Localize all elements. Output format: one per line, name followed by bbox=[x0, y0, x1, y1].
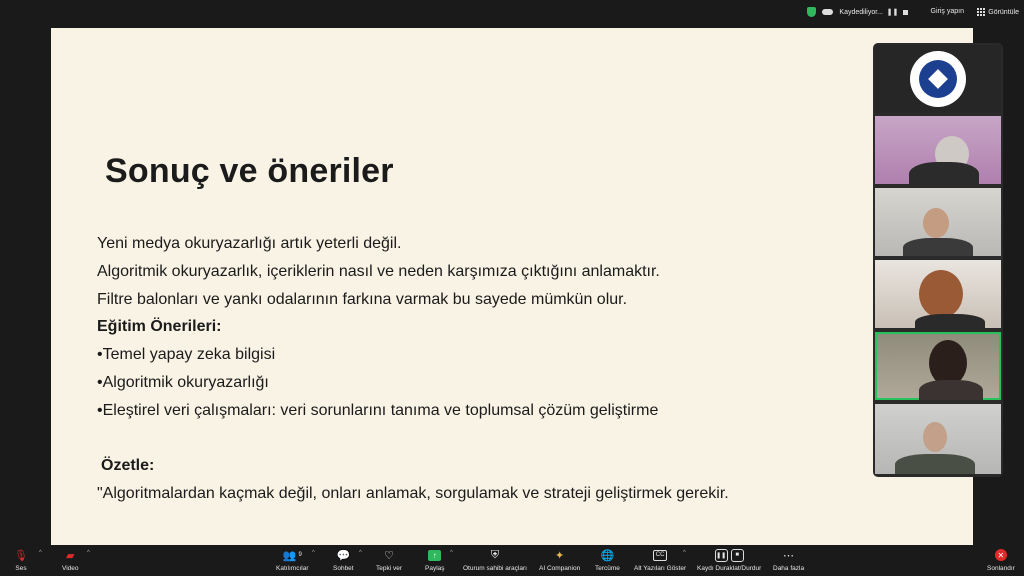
end-label: Sonlandır bbox=[987, 565, 1015, 572]
ai-companion-label: AI Companion bbox=[539, 565, 581, 572]
participant-tile-active[interactable] bbox=[875, 332, 1001, 400]
participant-head bbox=[919, 270, 963, 318]
share-label: Paylaş bbox=[425, 565, 445, 572]
participant-body bbox=[903, 238, 973, 256]
share-chevron-icon[interactable]: ^ bbox=[450, 550, 453, 556]
participant-tile[interactable] bbox=[875, 260, 1001, 328]
participant-body bbox=[915, 314, 985, 328]
captions-button[interactable] bbox=[634, 547, 686, 572]
slide-title: Sonuç ve öneriler bbox=[105, 152, 394, 190]
share-arrow-icon: ↑ bbox=[428, 550, 441, 561]
host-tools-label: Oturum sahibi araçları bbox=[463, 565, 527, 572]
stop-icon[interactable] bbox=[902, 9, 909, 16]
audio-label: Ses bbox=[15, 565, 27, 572]
participants-button[interactable] bbox=[276, 547, 309, 572]
participant-head bbox=[923, 422, 947, 452]
captions-chevron-icon[interactable]: ^ bbox=[683, 550, 686, 556]
more-button[interactable] bbox=[773, 547, 804, 572]
slide-line: Algoritmik okuryazarlık, içeriklerin nasıl ve neden karşımıza çıktığını anlamaktır. bbox=[97, 262, 660, 280]
audio-button[interactable] bbox=[14, 547, 28, 572]
sparkle-icon: ✦ bbox=[554, 549, 565, 562]
participant-tile[interactable] bbox=[875, 404, 1001, 474]
video-options-chevron-icon[interactable]: ^ bbox=[87, 550, 90, 556]
view-button[interactable] bbox=[977, 8, 1019, 16]
participants-label: Katılımcılar bbox=[276, 565, 309, 572]
video-button[interactable] bbox=[62, 547, 79, 572]
translate-label: Tercüme bbox=[595, 565, 620, 572]
recommendation-item: •Temel yapay zeka bilgisi bbox=[97, 346, 276, 364]
meeting-toolbar bbox=[0, 545, 1024, 576]
shield-icon bbox=[807, 7, 816, 17]
more-dots-icon: ⋯ bbox=[783, 549, 795, 562]
more-label: Daha fazla bbox=[773, 565, 805, 572]
slide-body bbox=[97, 230, 729, 508]
audio-options-chevron-icon[interactable]: ^ bbox=[39, 550, 42, 556]
participants-chevron-icon[interactable]: ^ bbox=[312, 550, 315, 556]
top-bar bbox=[0, 0, 1024, 28]
pause-icon: ❚❚ bbox=[715, 549, 728, 562]
university-logo bbox=[910, 51, 966, 107]
host-tools-button[interactable] bbox=[463, 547, 527, 572]
recommendations-heading: Eğitim Önerileri: bbox=[97, 318, 222, 336]
participants-icon: 👥 9 bbox=[282, 549, 302, 562]
close-icon: ✕ bbox=[995, 549, 1007, 561]
react-label: Tepki ver bbox=[376, 565, 403, 572]
ai-companion-button[interactable] bbox=[539, 547, 580, 572]
heart-icon: ♡ bbox=[384, 549, 394, 562]
record-button[interactable] bbox=[697, 547, 761, 572]
video-label: Video bbox=[62, 565, 79, 572]
summary-text: "Algoritmalardan kaçmak değil, onları anlamak, sorgulamak ve strateji geliştirmek gerekir. bbox=[97, 485, 729, 503]
participants-count: 9 bbox=[298, 552, 302, 558]
summary-heading: Özetle: bbox=[101, 457, 155, 475]
participant-body bbox=[895, 454, 975, 474]
shield-icon: ⛨ bbox=[490, 548, 500, 561]
share-button[interactable] bbox=[425, 547, 445, 572]
recording-indicator[interactable] bbox=[807, 7, 909, 17]
react-button[interactable] bbox=[376, 547, 402, 572]
recording-label: Kaydediliyor... bbox=[839, 8, 883, 16]
chat-label: Sohbet bbox=[333, 565, 354, 572]
record-label: Kaydı Duraklat/Durdur bbox=[697, 565, 762, 572]
participant-body bbox=[919, 380, 983, 400]
grid-icon bbox=[977, 8, 985, 16]
recommendation-item: •Eleştirel veri çalışmaları: veri sorunlarını tanıma ve toplumsal çözüm geliştirme bbox=[97, 401, 659, 419]
participant-head bbox=[923, 208, 949, 238]
recommendation-item: •Algoritmik okuryazarlığı bbox=[97, 373, 269, 391]
participant-tile-logo[interactable] bbox=[875, 45, 1001, 113]
chat-chevron-icon[interactable]: ^ bbox=[359, 550, 362, 556]
cloud-icon bbox=[822, 9, 833, 15]
participant-panel[interactable] bbox=[873, 43, 1003, 477]
pause-icon[interactable]: ❚❚ bbox=[886, 9, 899, 16]
closed-captions-icon: CC bbox=[653, 550, 668, 561]
end-meeting-button[interactable] bbox=[987, 547, 1015, 572]
slide-line: Yeni medya okuryazarlığı artık yeterli değil. bbox=[97, 235, 402, 252]
participant-body bbox=[909, 162, 979, 184]
participant-tile[interactable] bbox=[875, 188, 1001, 256]
shared-slide bbox=[51, 28, 973, 545]
view-label: Görüntüle bbox=[988, 8, 1019, 16]
chat-button[interactable] bbox=[333, 547, 354, 572]
stop-icon: ■ bbox=[731, 549, 744, 562]
signin-button[interactable]: Giriş yapın bbox=[930, 8, 964, 15]
captions-label: Alt Yazıları Göster bbox=[634, 565, 687, 572]
spacer bbox=[97, 425, 729, 453]
translate-button[interactable] bbox=[595, 547, 620, 572]
muted-microphone-icon: 🎙 bbox=[14, 549, 28, 562]
video-off-icon: ▰ bbox=[66, 549, 75, 562]
slide-line: Filtre balonları ve yankı odalarının farkına varmak bu sayede mümkün olur. bbox=[97, 290, 628, 308]
globe-icon: 🌐 bbox=[600, 549, 615, 562]
participant-tile[interactable] bbox=[875, 116, 1001, 184]
chat-icon: 💬 bbox=[336, 549, 351, 562]
